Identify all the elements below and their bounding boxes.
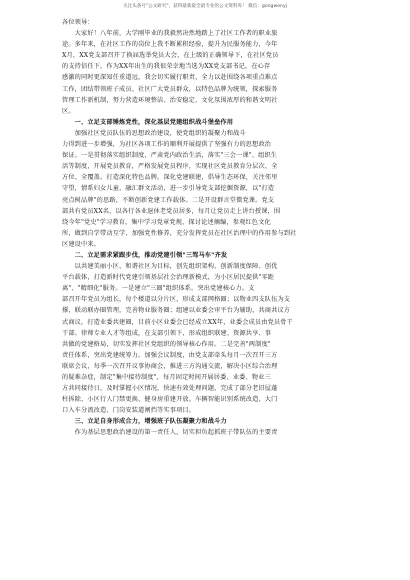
- paragraph-line: 责任体系，突出党建统筹力。加强会议制度，由党支部牵头每月一次召开三方: [62, 351, 278, 359]
- section-heading: 三、立足自身形成合力，增强班子队伍凝聚力和战斗力: [62, 418, 227, 426]
- paragraph-line: 亮点树品牌"的思路，不断创新党建工作载体。二是开设群言堂微党课。党支: [62, 196, 275, 204]
- paragraph-line: 联席会议，每季一次召开议事协商会，推进三方沟通交流，解决小区综合治理: [62, 362, 278, 370]
- paragraph-line: 共做的党建格局，切实发挥社区党组织的领导核心作用。二是完善"两制度": [62, 340, 271, 348]
- paragraph-line: X月，XX党支部召开了换届选举党员大会，在上级的正确领导下，在社区党员: [62, 52, 279, 60]
- paragraph-line: 部召开年党员为组长，每个楼道以分片区，形成支部网格圈；以物业四支队伍为支: [62, 296, 291, 304]
- section-heading: 一、立足支部锤炼党性，深化基层党建组织战斗堡垒作用: [62, 118, 234, 126]
- paragraph-line: 式商议，打造业委共建圈，目前小区业委会已经成立XX年，业委会成员由党员骨干: [62, 318, 293, 326]
- paragraph-line: 各位领导：: [62, 19, 94, 26]
- paragraph-line: 加强社区党员队伍的思想政治建设，使党组织的凝聚力和战斗: [62, 129, 246, 137]
- paragraph-line: 大家好！八年前，大学刚毕业的我毅然决然地踏上了社区工作者的职业旅: [62, 30, 278, 38]
- paragraph-line: 保证。一是贯彻落实组织制度，严肃党内政治生活，落实"三会一课"、组织生: [62, 152, 278, 160]
- paragraph-line: 撑，联动联办圈管理，完善物业服务圈；组建以业委会审平台为辅助，共商共议方: [62, 307, 291, 315]
- paragraph-line: 绕今年"党史"学习教育，集中学习党章党规，探讨论述摘编，参观红色文化: [62, 218, 271, 226]
- paragraph-line: 感激的同时更深知任重道远，我会切实履行职责，全力以赴围绕各项重点难点: [62, 74, 278, 82]
- paragraph-line: 平台载体，打造新时代党建引领基层社会治理新模式，为小区居民提供"零距: [62, 274, 275, 282]
- paragraph-line: 区建设中来。: [62, 240, 101, 248]
- paragraph-line: 力得到进一步增强，为社区各项工作的顺利开展提供了坚强有力的思想政治: [62, 141, 272, 149]
- paragraph-line: 活等制度，开展党员教育，严格发展党员程序，实现社区党员教育分层次、全: [62, 163, 278, 171]
- paragraph-line: 口入车分流改造、门岗安装道闸挡等实事项目。: [62, 407, 196, 415]
- paragraph-line: 工作，团结带领班子成员、社区广大党员群众，以特色品牌为统领，探索服务: [62, 85, 278, 93]
- paragraph-line: 管理工作新机制，努力营造环境整洁、治安稳定、文化氛围浓厚的和谐文明社: [62, 96, 278, 104]
- paragraph-line: 途。多年来，在社区工作的岗位上我不断累积经验，提升为民服务能力，今年: [62, 41, 278, 49]
- paragraph-line: 方共同接待日，及时掌握小区情况，快速有效处理问题，完成了部分老旧屋蓬: [62, 385, 278, 393]
- paragraph-line: 守望，情系妇女儿童、融汇群文活动，进一步引导党支部挖掘资源，以"打造: [62, 185, 275, 193]
- paragraph-line: 柱拆除、小区行人门禁更换、健身房重建开放。车辆智能识别系统改造、大门: [62, 396, 278, 404]
- paragraph-line: 干部、律师专业人才等组成，在支部引领下，形成组织联建、资源共享、事: [62, 329, 272, 337]
- paragraph-line: 所，做到自学带动互学，加强党性修养，充分发挥党员在社区治理中的作用参与到社: [62, 229, 297, 237]
- section-heading: 二、立足需求紧跟步伐，推动党建引领"三驾马车"齐发: [62, 251, 228, 259]
- paragraph-line: 区。: [62, 107, 75, 115]
- paragraph-line: 以共建美丽小区、和谐社区为目标，创先组织架构、创新制度保障、创优: [62, 263, 278, 271]
- paragraph-line: 作为基层思想政治建设的第一责任人，切实担负起抓班子带队伍的主要责: [62, 429, 278, 437]
- paragraph-line: 部共有党员XX名，以各行各业退休老党员居多，每月让党员走上讲台授课，围: [62, 207, 281, 215]
- paragraph-line: 的疑难杂症，制定"集中接待制度"，每月固定时间开展居委、业委、物业三: [62, 374, 271, 381]
- paragraph-line: 方位、全覆盖。打造深化特色品牌，深化党建联建，倡导生态环保，关注邻里: [62, 174, 278, 182]
- paragraph-line: 离"、"精细化"服务。一是建立"三圈"组织体系，突出党建核心力。支: [62, 285, 255, 293]
- document-body: [62, 17, 351, 439]
- paragraph-line: 的支持信任下，作为XX年出生的我很荣幸地当选为XX党支部书记。在心存: [62, 63, 271, 71]
- header-banner: 关注头条号"公文研究"，获得最新最全最专业的公文资料库！ 微信：gongwenyj: [123, 4, 287, 9]
